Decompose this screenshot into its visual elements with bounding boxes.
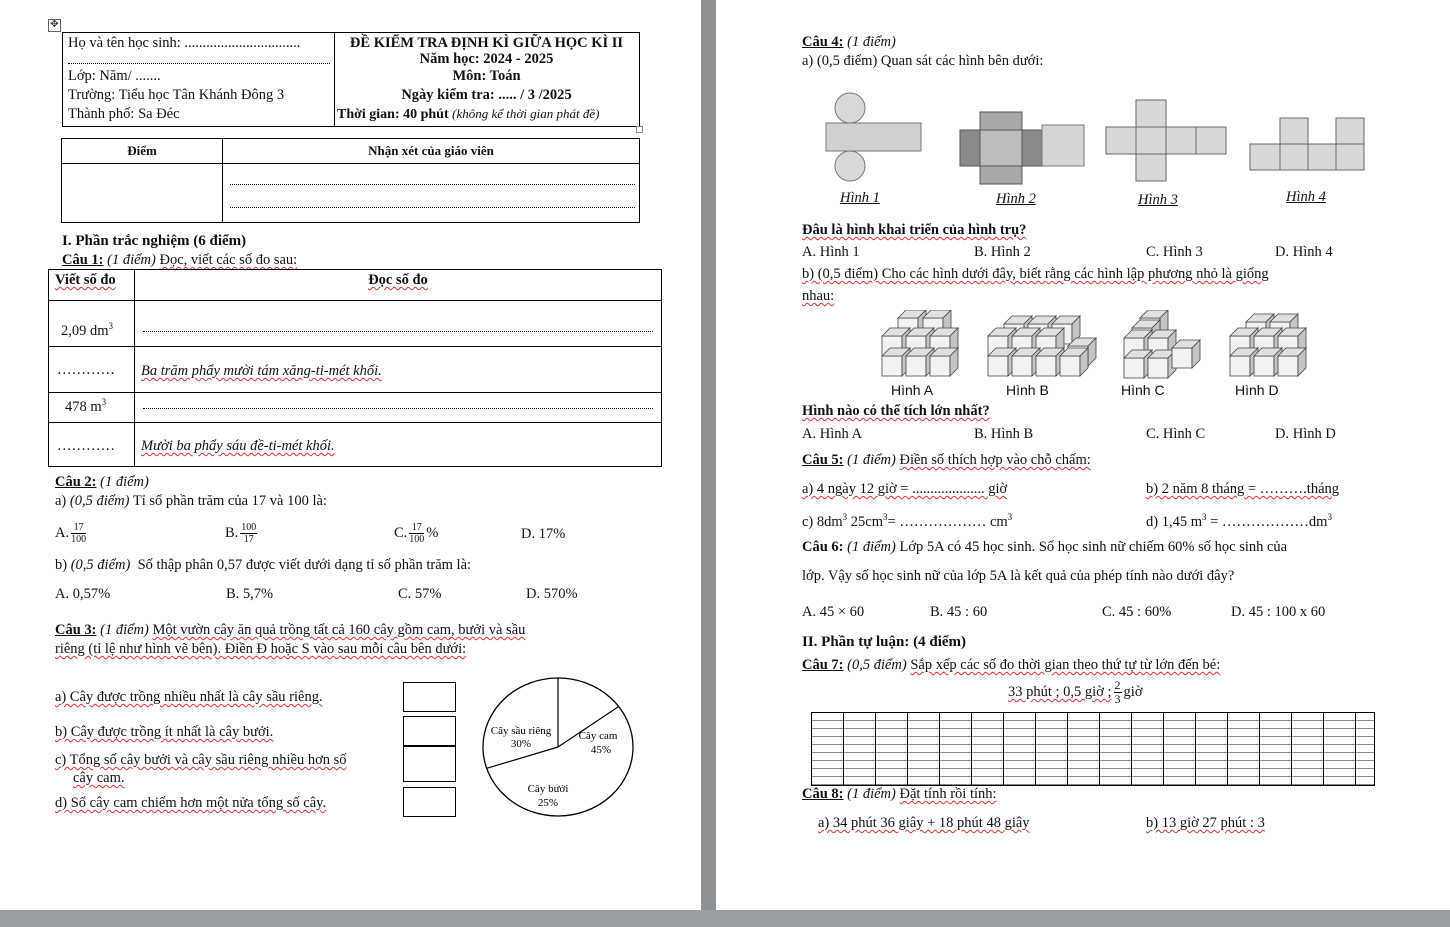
q2b-prompt: b) (0,5 điểm) Số thập phân 0,57 được viết dưới dạng tỉ số phần trăm là: xyxy=(55,557,472,573)
school-line: Trường: Tiểu học Tân Khánh Đông 3 xyxy=(68,87,285,103)
q6-option-c[interactable]: C. 45 : 60% xyxy=(1102,604,1172,620)
q4a-option-b[interactable]: B. Hình 2 xyxy=(974,244,1031,260)
q6-option-a[interactable]: A. 45 × 60 xyxy=(802,604,865,620)
q1-col-read: Đọc số đo xyxy=(368,272,428,288)
cube-figure-d xyxy=(1230,314,1306,376)
q2a-option-c[interactable]: C. $\frac{17}{100}$ % xyxy=(394,522,439,546)
pie-label-durian: Cây sầu riêng xyxy=(490,725,552,737)
cube-figure-b xyxy=(988,316,1096,376)
q1-row2-read: Ba trăm phẩy mười tám xăng-ti-mét khối. xyxy=(141,363,382,379)
q2a-option-d[interactable]: D. 17% xyxy=(521,526,566,542)
figure-2-label: Hình 2 xyxy=(996,191,1036,207)
q1-row2-write: ………… xyxy=(57,362,115,378)
figure-2-prism-net xyxy=(960,112,1084,184)
q1-col-write: Viết số đo xyxy=(55,272,116,288)
page-left xyxy=(0,0,701,910)
cube-label-a: Hình A xyxy=(891,382,934,398)
part2-title: II. Phần tự luận: (4 điểm) xyxy=(802,634,967,650)
q1-row4-write: ………… xyxy=(57,438,115,454)
pie-value-pomelo: 25% xyxy=(537,797,559,809)
q3-prompt-2: riêng (tỉ lệ như hình vẽ bên). Điền Đ hoặc S vào sau mỗi câu bên dưới: xyxy=(55,641,467,657)
q3-answer-box-c[interactable] xyxy=(403,746,456,782)
q2a-prompt: a) (0,5 điểm) Tỉ số phần trăm của 17 và 100 là: xyxy=(55,493,327,509)
score-header: Điểm xyxy=(127,143,157,158)
q2b-option-d[interactable]: D. 570% xyxy=(526,586,578,602)
q1-row4-read: Mười ba phẩy sáu đề-ti-mét khối. xyxy=(141,438,335,454)
q1-row1-write: 2,09 $dm^3$ xyxy=(61,321,114,339)
exam-header xyxy=(62,32,640,127)
q3-pie-chart xyxy=(481,676,635,818)
part1-title: I. Phần trắc nghiệm (6 điểm) xyxy=(62,233,247,249)
pie-value-durian: 30% xyxy=(510,738,532,750)
q5-prompt: Câu 5: (1 điểm) Điền số thích hợp vào chỗ chấm: xyxy=(802,452,1091,468)
figure-1-cylinder-net xyxy=(826,93,921,181)
q4a-option-a[interactable]: A. Hình 1 xyxy=(802,244,860,260)
q1-row3-write: 478 $m^3$ xyxy=(65,397,107,415)
q7-answer-grid[interactable] xyxy=(811,712,1375,786)
q8-part-a: a) 34 phút 36 giây + 18 phút 48 giây xyxy=(818,815,1030,831)
figure-4-label: Hình 4 xyxy=(1286,189,1326,205)
q4a-question: Đâu là hình khai triển của hình trụ? xyxy=(802,222,1027,238)
q4b-prompt: b) (0,5 điểm) Cho các hình dưới đây, biết rằng các hình lập phương nhỏ là giống xyxy=(802,266,1269,282)
q7-values: 33 phút ; 0,5 giờ ; $\frac{2}{3}$ giờ xyxy=(1008,678,1143,707)
school-year: Năm học: 2024 - 2025 xyxy=(419,51,554,67)
q6-option-b[interactable]: B. 45 : 60 xyxy=(930,604,988,620)
cube-label-b: Hình B xyxy=(1006,382,1049,398)
exam-date: Ngày kiểm tra: ..... / 3 /2025 xyxy=(401,87,572,103)
pie-value-orange: 45% xyxy=(590,744,612,756)
resize-handle[interactable] xyxy=(636,126,643,133)
q4b-option-a[interactable]: A. Hình A xyxy=(802,426,863,442)
q1-table xyxy=(48,269,662,467)
q4b-prompt-2: nhau: xyxy=(802,288,835,304)
figure-4-net xyxy=(1250,118,1364,170)
class-line: Lớp: Năm/ ....... xyxy=(68,68,161,84)
q6-prompt: Câu 6: (1 điểm) Lớp 5A có 45 học sinh. Số học sinh nữ chiếm 60% số học sinh của xyxy=(802,539,1288,555)
q2b-option-a[interactable]: A. 0,57% xyxy=(55,586,111,602)
q2a-option-a[interactable]: A. $\frac{17}{100}$ xyxy=(55,522,87,546)
page-gutter xyxy=(701,0,716,927)
q5-part-b: b) 2 năm 8 tháng = ……….tháng xyxy=(1146,481,1340,497)
q3-answer-box-d[interactable] xyxy=(403,787,456,817)
figure-3-label: Hình 3 xyxy=(1138,192,1178,208)
cube-label-c: Hình C xyxy=(1121,382,1165,398)
pie-label-pomelo: Cây bưởi xyxy=(527,783,569,795)
q4a-option-d[interactable]: D. Hình 4 xyxy=(1275,244,1333,260)
q5-part-d: d) 1,45 $m^3$ = $\dots\dots\dots\dots\dots\dots dm^3$ xyxy=(1146,512,1332,530)
q3-answer-box-b[interactable] xyxy=(403,716,456,746)
q3-statement-a: a) Cây được trồng nhiều nhất là cây sầu riêng. xyxy=(55,689,323,705)
bottom-scroll-area[interactable] xyxy=(0,910,1450,927)
q8-part-b: b) 13 giờ 27 phút : 3 xyxy=(1146,815,1265,831)
student-name-line: Họ và tên học sinh: ................................ xyxy=(68,35,301,51)
q4-net-figures xyxy=(820,90,1370,185)
city-line: Thành phố: Sa Đéc xyxy=(68,106,180,122)
q4b-option-d[interactable]: D. Hình D xyxy=(1275,426,1336,442)
q4a-option-c[interactable]: C. Hình 3 xyxy=(1146,244,1203,260)
q3-statement-c-2: cây cam. xyxy=(73,770,125,786)
pie-label-orange: Cây cam xyxy=(578,730,618,742)
q7-prompt: Câu 7: (0,5 điểm) Sắp xếp các số đo thời gian theo thứ tự từ lớn đến bé: xyxy=(802,657,1221,673)
q2-prompt: Câu 2: (1 điểm) xyxy=(55,474,149,490)
q4b-option-c[interactable]: C. Hình C xyxy=(1146,426,1206,442)
exam-title: ĐỀ KIỂM TRA ĐỊNH KÌ GIỮA HỌC KÌ II xyxy=(349,35,624,51)
q6-option-d[interactable]: D. 45 : 100 x 60 xyxy=(1231,604,1326,620)
q4a-prompt: a) (0,5 điểm) Quan sát các hình bên dưới: xyxy=(802,53,1044,69)
q5-part-c: c) $8dm^3$ $25cm^3=$ ……………… $cm^3$ xyxy=(802,512,1013,530)
q3-answer-box-a[interactable] xyxy=(403,682,456,712)
q5-part-a: a) 4 ngày 12 giờ = .................... giờ xyxy=(802,481,1008,497)
q3-statement-c: c) Tổng số cây bưởi và cây sầu riêng nhiều hơn số xyxy=(55,752,347,768)
q4-prompt: Câu 4: (1 điểm) xyxy=(802,34,896,50)
figure-1-label: Hình 1 xyxy=(840,190,880,206)
q1-prompt: Câu 1: (1 điểm) Đọc, viết các số đo sau: xyxy=(62,252,298,268)
q8-prompt: Câu 8: (1 điểm) Đặt tính rồi tính: xyxy=(802,786,997,802)
q2b-option-c[interactable]: C. 57% xyxy=(398,586,442,602)
move-handle-icon[interactable]: ✥ xyxy=(48,19,61,32)
cube-label-d: Hình D xyxy=(1235,382,1279,398)
q4b-question: Hình nào có thể tích lớn nhất? xyxy=(802,403,990,419)
q3-statement-b: b) Cây được trồng ít nhất là cây bưởi. xyxy=(55,724,274,740)
score-table xyxy=(61,138,640,223)
time-line: Thời gian: 40 phút (không kể thời gian phát đề) xyxy=(337,106,600,122)
q4b-option-b[interactable]: B. Hình B xyxy=(974,426,1034,442)
q3-statement-d: d) Số cây cam chiếm hơn một nửa tổng số cây. xyxy=(55,795,327,811)
q2b-option-b[interactable]: B. 5,7% xyxy=(226,586,274,602)
figure-3-cube-net xyxy=(1106,100,1226,181)
q6-prompt-2: lớp. Vậy số học sinh nữ của lớp 5A là kết quả của phép tính nào dưới đây? xyxy=(802,568,1235,584)
cube-figure-a xyxy=(882,310,958,376)
q2a-option-b[interactable]: B. $\frac{100}{17}$ xyxy=(225,522,257,546)
comment-header: Nhận xét của giáo viên xyxy=(368,143,494,158)
q3-prompt: Câu 3: (1 điểm) Một vườn cây ăn quả trồng tất cả 160 cây gồm cam, bưởi và sầu xyxy=(55,622,526,638)
q4b-cube-figures xyxy=(878,310,1308,382)
cube-figure-c xyxy=(1124,310,1200,378)
subject: Môn: Toán xyxy=(452,68,521,84)
